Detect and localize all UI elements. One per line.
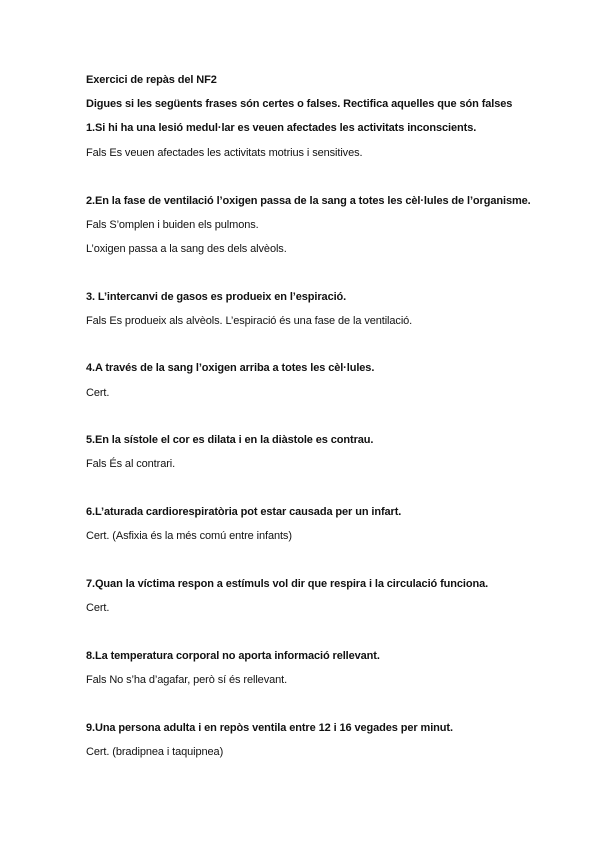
question-1: 1.Si hi ha una lesió medul·lar es veuen afectades les activitats inconscients. [86,122,477,134]
answer-1: Fals Es veuen afectades les activitats motrius i sensitives. [86,147,363,159]
answer-7: Cert. [86,602,110,614]
question-9: 9.Una persona adulta i en repòs ventila entre 12 i 16 vegades per minut. [86,722,453,734]
question-3: 3. L’intercanvi de gasos es produeix en l’espiració. [86,291,347,303]
instructions: Digues si les següents frases són certes o falses. Rectifica aquelles que són falses [86,98,513,110]
question-5: 5.En la sístole el cor es dilata i en la diàstole es contrau. [86,434,374,446]
question-2: 2.En la fase de ventilació l’oxigen passa de la sang a totes les cèl·lules de l’organisme. [86,195,531,207]
question-7: 7.Quan la víctima respon a estímuls vol dir que respira i la circulació funciona. [86,578,489,590]
question-4: 4.A través de la sang l’oxigen arriba a totes les cèl·lules. [86,362,375,374]
answer-8: Fals No s’ha d’agafar, però sí és rellevant. [86,674,288,686]
answer-6: Cert. (Asfixia és la més comú entre infants) [86,530,292,542]
answer-4: Cert. [86,387,110,399]
question-8: 8.La temperatura corporal no aporta informació rellevant. [86,650,380,662]
question-6: 6.L’aturada cardiorespiratòria pot estar causada per un infart. [86,506,402,518]
answer-2-line-2: L’oxigen passa a la sang des dels alvèols. [86,243,287,255]
document-title: Exercici de repàs del NF2 [86,74,217,86]
answer-2-line-1: Fals S’omplen i buiden els pulmons. [86,219,259,231]
answer-3: Fals Es produeix als alvèols. L’espiració és una fase de la ventilació. [86,315,413,327]
answer-5: Fals És al contrari. [86,458,176,470]
answer-9: Cert. (bradipnea i taquipnea) [86,746,224,758]
